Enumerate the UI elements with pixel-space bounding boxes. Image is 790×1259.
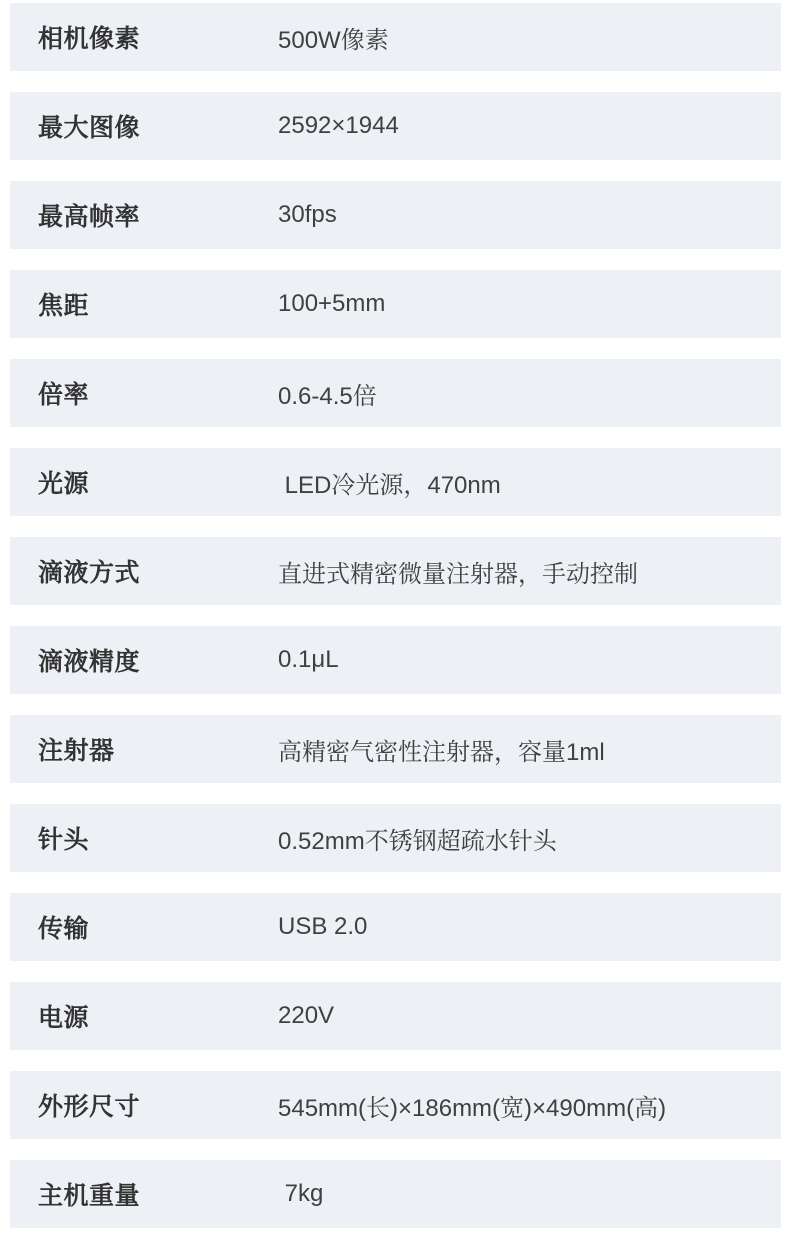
spec-label: 最大图像 — [38, 114, 141, 142]
spec-value: 500W像素 — [278, 26, 389, 54]
spec-value: USB 2.0 — [278, 913, 368, 940]
spec-row-needle — [10, 804, 781, 872]
spec-value: 7kg — [278, 1180, 324, 1207]
spec-label: 最高帧率 — [38, 203, 141, 231]
spec-value: 0.6-4.5倍 — [278, 382, 377, 410]
spec-row-host-weight — [10, 1160, 781, 1228]
spec-label: 针头 — [38, 826, 90, 854]
spec-label: 光源 — [38, 470, 90, 498]
spec-row-focal-length — [10, 270, 781, 338]
spec-row-max-framerate — [10, 181, 781, 249]
spec-row-dispensing-precision — [10, 626, 781, 694]
spec-row-camera-pixels — [10, 3, 781, 71]
spec-row-dimensions — [10, 1071, 781, 1139]
spec-label: 滴液方式 — [38, 559, 141, 587]
spec-row-power — [10, 982, 781, 1050]
spec-row-max-image — [10, 92, 781, 160]
spec-label: 外形尺寸 — [38, 1093, 141, 1121]
spec-value: 0.52mm不锈钢超疏水针头 — [278, 827, 557, 855]
spec-label: 滴液精度 — [38, 648, 141, 676]
spec-value: 2592×1944 — [278, 112, 399, 139]
spec-value: LED冷光源，470nm — [278, 471, 501, 499]
spec-value: 高精密气密性注射器，容量1ml — [278, 738, 605, 766]
spec-label: 相机像素 — [38, 25, 141, 53]
spec-row-dispensing-method — [10, 537, 781, 605]
spec-value: 直进式精密微量注射器，手动控制 — [278, 560, 638, 588]
spec-label: 传输 — [38, 915, 90, 943]
spec-label: 注射器 — [38, 737, 115, 765]
spec-value: 545mm(长)×186mm(宽)×490mm(高) — [278, 1094, 667, 1122]
spec-label: 电源 — [38, 1004, 90, 1032]
spec-row-magnification — [10, 359, 781, 427]
spec-value: 100+5mm — [278, 290, 386, 317]
spec-value: 220V — [278, 1002, 335, 1029]
spec-row-transfer — [10, 893, 781, 961]
spec-row-light-source — [10, 448, 781, 516]
spec-value: 0.1μL — [278, 646, 339, 673]
spec-row-syringe — [10, 715, 781, 783]
spec-label: 主机重量 — [38, 1182, 141, 1210]
spec-label: 倍率 — [38, 381, 90, 409]
spec-label: 焦距 — [38, 292, 90, 320]
spec-value: 30fps — [278, 201, 337, 228]
